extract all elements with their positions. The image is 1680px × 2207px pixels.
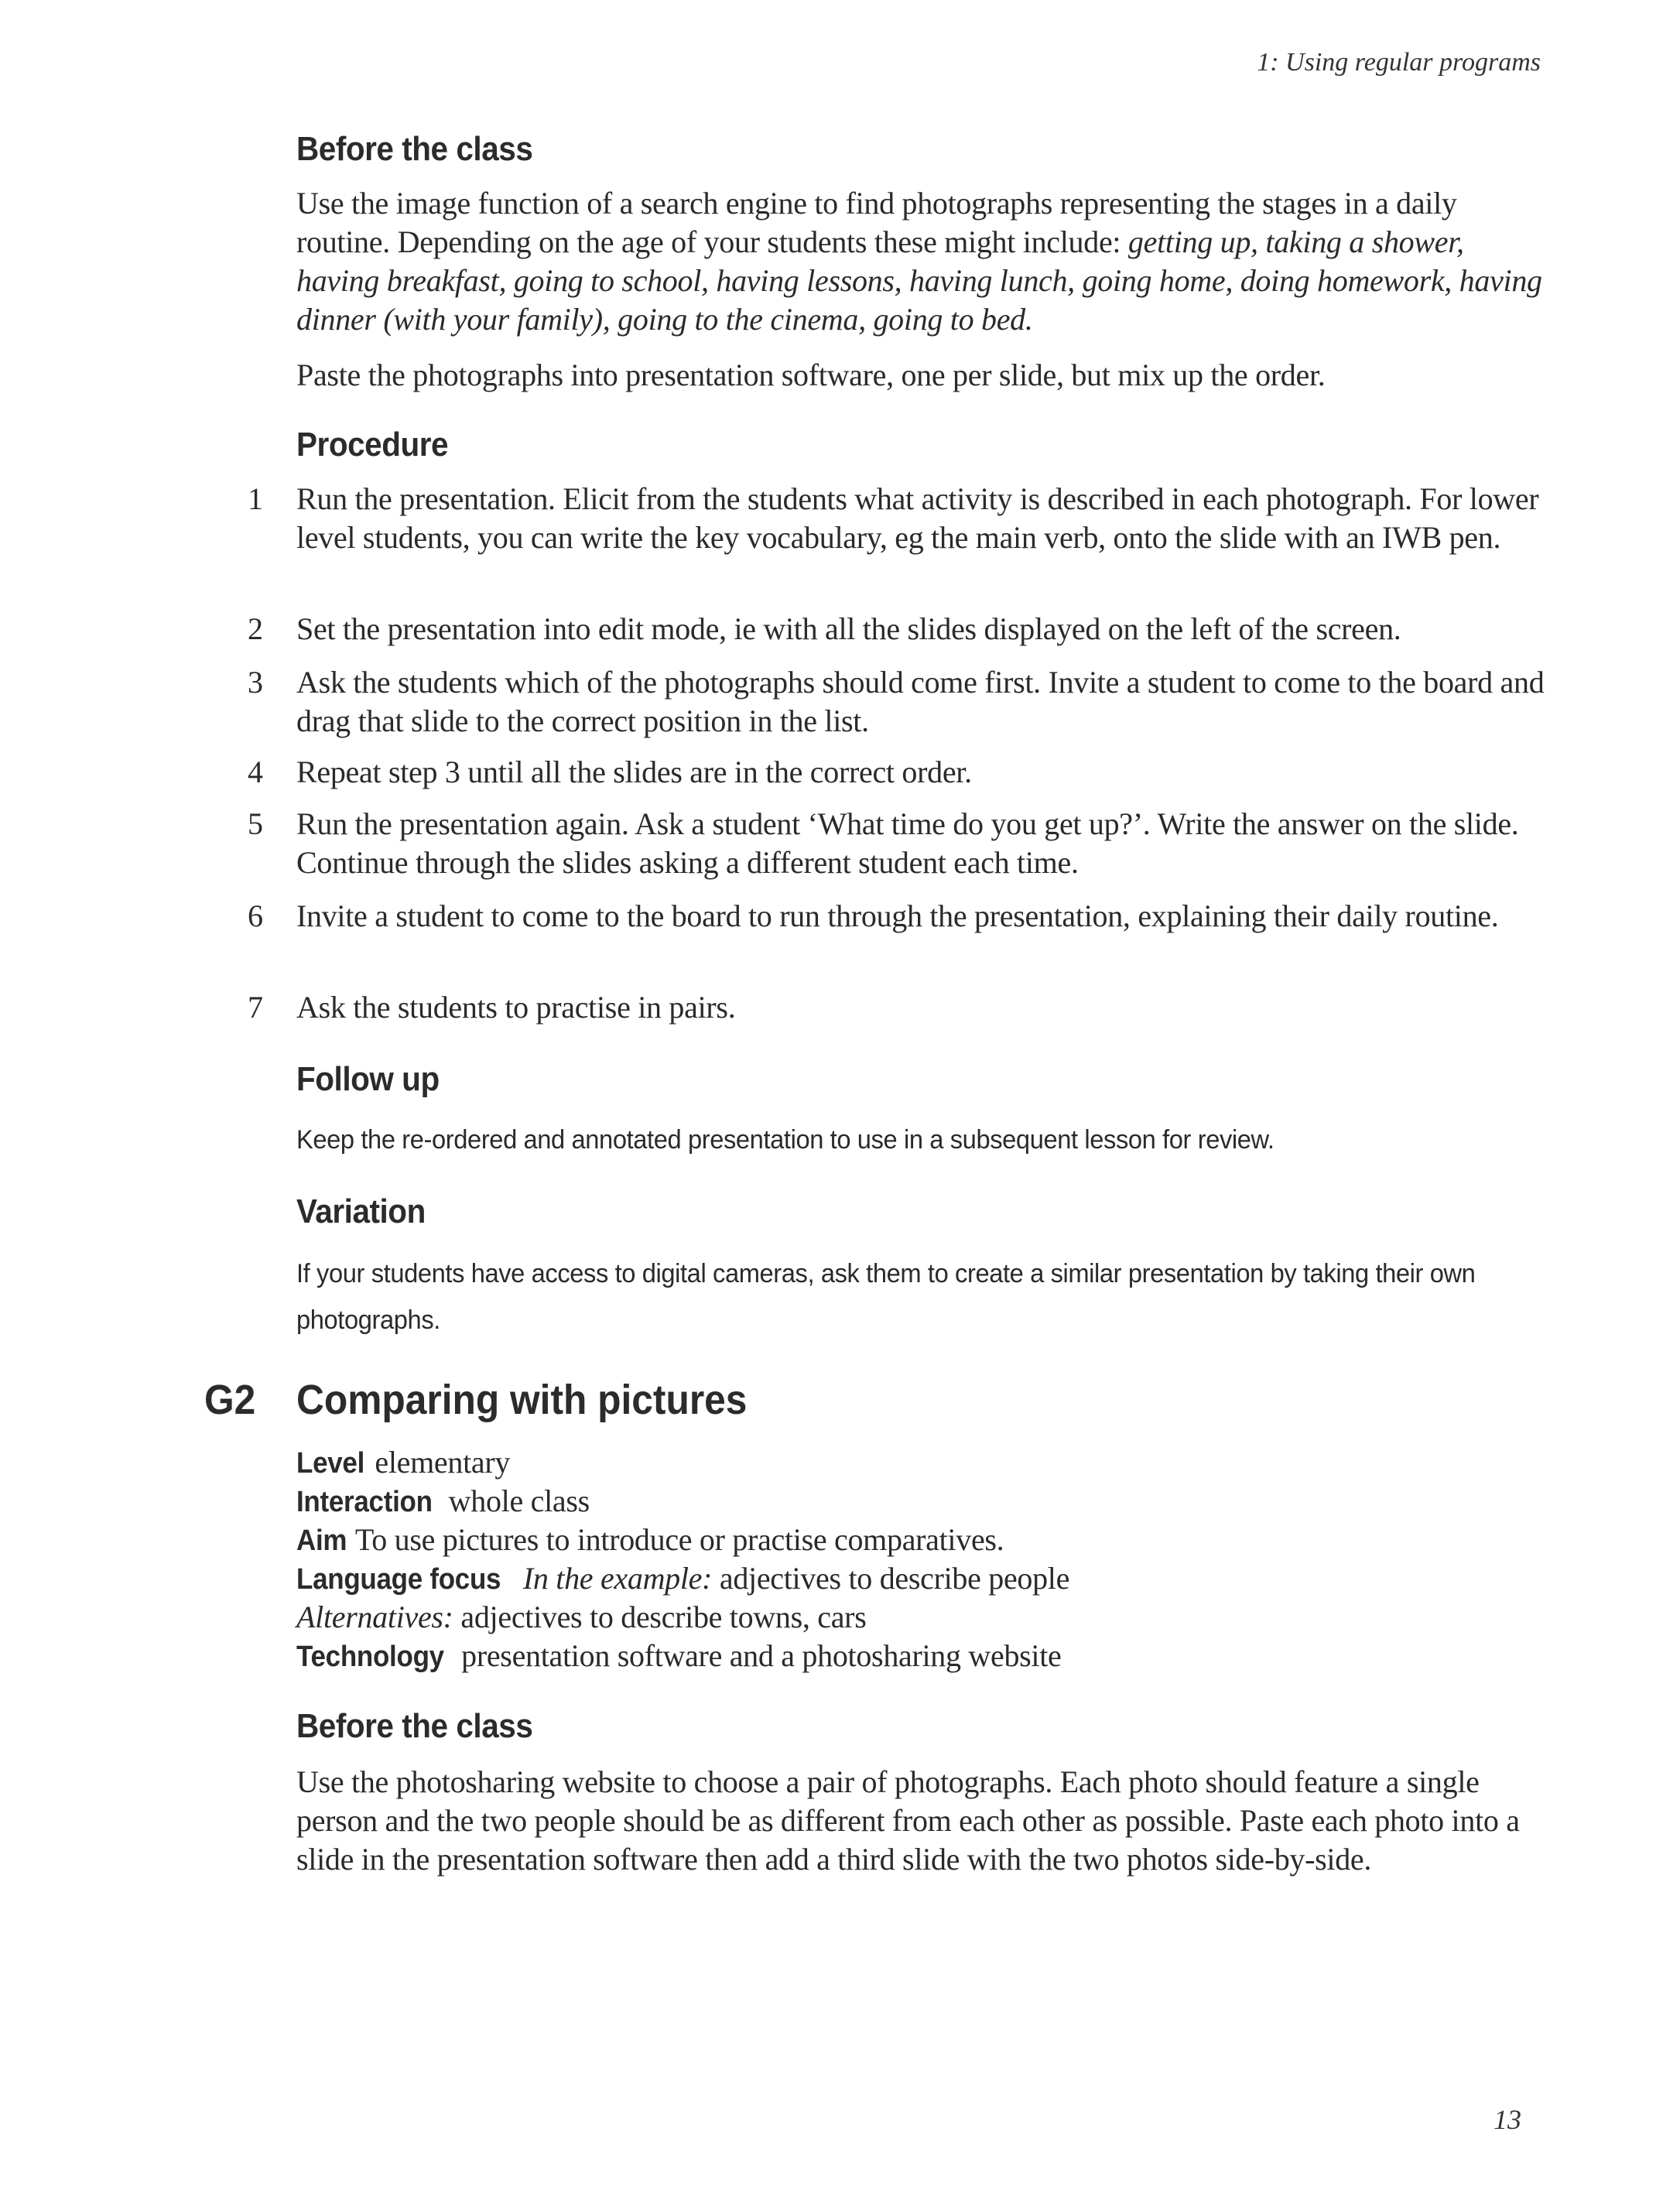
- page-number: 13: [1494, 2104, 1521, 2135]
- interaction-label: Interaction: [296, 1486, 433, 1518]
- variation-text: If your students have access to digital cameras, ask them to create a similar presentation by taking their own photographs.: [296, 1259, 1476, 1335]
- step-number: 6: [248, 898, 263, 933]
- meta-language-focus: [296, 1559, 1069, 1599]
- meta-level: [296, 1443, 510, 1483]
- section-code: G2: [204, 1377, 256, 1423]
- follow-up-heading: Follow up: [296, 1060, 440, 1098]
- section-title: Comparing with pictures: [296, 1377, 748, 1423]
- technology-value: presentation software and a photosharing website: [461, 1638, 1062, 1673]
- step-text: Set the presentation into edit mode, ie with all the slides displayed on the left of the screen.: [296, 611, 1401, 646]
- level-value: elementary: [375, 1445, 511, 1480]
- step-number: 4: [248, 754, 263, 789]
- meta-alternatives: [296, 1598, 866, 1637]
- procedure-heading: Procedure: [296, 426, 449, 464]
- step-text: Ask the students to practise in pairs.: [296, 990, 736, 1025]
- step-text: Repeat step 3 until all the slides are in the correct order.: [296, 754, 972, 789]
- paste-paragraph: Paste the photographs into presentation software, one per slide, but mix up the order.: [296, 358, 1326, 392]
- step-number: 1: [248, 481, 263, 516]
- running-head: 1: Using regular programs: [1257, 48, 1541, 77]
- alternatives-value: adjectives to describe towns, cars: [460, 1600, 867, 1634]
- variation-heading: Variation: [296, 1192, 426, 1230]
- example-value: adjectives to describe people: [719, 1561, 1070, 1596]
- language-focus-label: Language focus: [296, 1563, 501, 1596]
- routine-examples: getting up, taking a shower, having breakfast, going to school, having lessons, having lunch, going home, doing homework, having dinner (with your family), going to the cinema, going to bed.: [296, 224, 1542, 337]
- step-text: Run the presentation. Elicit from the students what activity is described in each photograph. For lower level students, you can write the key vocabulary, eg the main verb, onto the slide with an IWB pen.: [296, 481, 1539, 555]
- aim-value: To use pictures to introduce or practise comparatives.: [354, 1522, 1004, 1557]
- step-number: 3: [248, 665, 263, 700]
- before-class-heading: Before the class: [296, 130, 533, 168]
- g2-before-class-text: Use the photosharing website to choose a pair of photographs. Each photo should feature a single person and the two people should be as different from each other as possible. Paste each photo into a slide in the presentation software then add a third slide with the two photos side-by-side.: [296, 1764, 1520, 1877]
- before-class-text: Use the image function of a search engine to find photographs representing the stages in a daily routine. Depending on the age of your students these might include:: [296, 186, 1457, 259]
- g2-before-class-heading: Before the class: [296, 1707, 533, 1745]
- step-number: 2: [248, 611, 263, 646]
- aim-label: Aim: [296, 1524, 347, 1557]
- step-number: 7: [248, 990, 263, 1025]
- step-text: Run the presentation again. Ask a student ‘What time do you get up?’. Write the answer on the slide. Continue through the slides asking a different student each time.: [296, 806, 1519, 880]
- level-label: Level: [296, 1447, 365, 1480]
- follow-up-text: Keep the re-ordered and annotated presentation to use in a subsequent lesson for review.: [296, 1125, 1275, 1155]
- step-text: Invite a student to come to the board to run through the presentation, explaining their daily routine.: [296, 898, 1499, 933]
- alternatives-label: Alternatives:: [296, 1600, 453, 1634]
- meta-technology: [296, 1637, 1062, 1676]
- example-label: In the example:: [522, 1561, 713, 1596]
- interaction-value: whole class: [448, 1483, 590, 1518]
- meta-aim: [296, 1521, 1004, 1560]
- meta-interaction: [296, 1482, 590, 1521]
- step-number: 5: [248, 806, 263, 841]
- technology-label: Technology: [296, 1641, 444, 1673]
- step-text: Ask the students which of the photographs should come first. Invite a student to come to the board and drag that slide to the correct position in the list.: [296, 665, 1545, 738]
- before-class-paragraph: [296, 184, 1542, 339]
